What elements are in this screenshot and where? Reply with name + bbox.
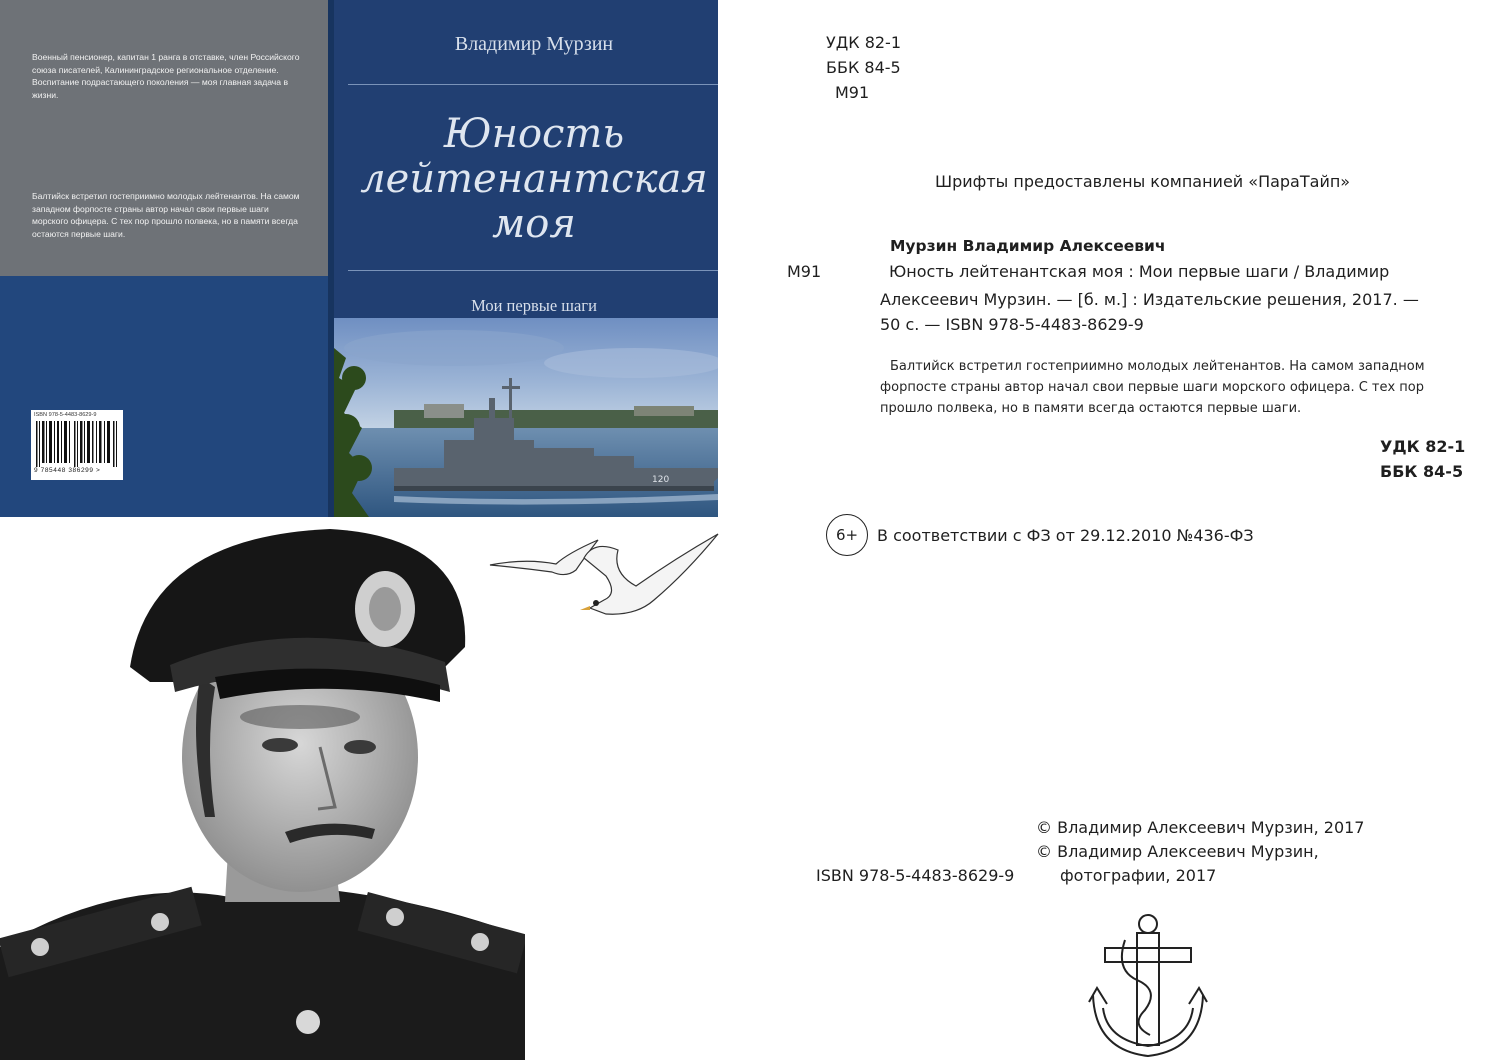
cover-title xyxy=(334,112,734,247)
age-rating-badge: 6+ xyxy=(826,514,868,556)
bbk-code-top: ББК 84-5 xyxy=(826,58,901,77)
back-cover-grey-panel xyxy=(0,0,328,276)
cover-title-line: Юность xyxy=(443,111,625,157)
barcode-number: 9 785448 386299 > xyxy=(34,467,101,474)
fonts-credit: Шрифты предоставлены компанией «ПараТайп» xyxy=(935,172,1351,191)
cover-divider-bottom xyxy=(348,270,718,271)
author-mark-top: М91 xyxy=(835,83,870,102)
back-cover-book-blurb: Балтийск встретил гостеприимно молодых лейтенантов. На самом западном форпосте страны автор начал свои первые шаги морского офицера. С тех пор прошло полвека, но в памяти всегда остаются первые шаги. xyxy=(32,191,300,239)
anchor-icon xyxy=(1085,910,1211,1060)
bibliographic-line: 50 с. — ISBN 978-5-4483-8629-9 xyxy=(880,315,1144,334)
barcode-box xyxy=(31,410,123,480)
cover-title-line: моя xyxy=(492,201,576,247)
seagulls-illustration xyxy=(486,528,722,623)
svg-text:120: 120 xyxy=(652,475,670,485)
cover-author: Владимир Мурзин xyxy=(454,33,614,55)
catalog-author-heading: Мурзин Владимир Алексеевич xyxy=(890,237,1166,255)
book-abstract: Балтийск встретил гостеприимно молодых лейтенантов. На самом западном форпосте страны автор начал свои первые шаги морского офицера. С тех пор прошло полвека, но в памяти всегда остаются первые шаги. xyxy=(880,359,1425,416)
cover-divider-top xyxy=(348,84,718,85)
barcode-isbn-text: ISBN 978-5-4483-8629-9 xyxy=(34,412,97,418)
back-cover-blue-panel xyxy=(0,276,328,517)
author-mark-left: М91 xyxy=(787,262,822,281)
warship-photo xyxy=(334,318,718,517)
cover-subtitle: Мои первые шаги xyxy=(471,296,597,315)
copyright-line: © Владимир Алексеевич Мурзин, xyxy=(1036,842,1319,861)
copyright-line: © Владимир Алексеевич Мурзин, 2017 xyxy=(1036,818,1365,837)
bibliographic-line: Юность лейтенантская моя : Мои первые шаги / Владимир xyxy=(889,262,1390,281)
isbn-number: ISBN 978-5-4483-8629-9 xyxy=(816,866,1015,885)
author-portrait-photo xyxy=(0,517,525,1060)
bbk-code-right: ББК 84-5 xyxy=(1380,462,1464,481)
udk-code-right: УДК 82-1 xyxy=(1380,437,1466,456)
law-compliance-note: В соответствии с ФЗ от 29.12.2010 №436-ФЗ xyxy=(877,526,1254,545)
udk-code-top: УДК 82-1 xyxy=(826,33,902,52)
back-cover-author-blurb: Военный пенсионер, капитан 1 ранга в отставке, член Российского союза писателей, Калининградское региональное отделение. Воспитание подрастающего поколения — моя главная задача в жизни. xyxy=(32,52,300,100)
bibliographic-line: Алексеевич Мурзин. — [б. м.] : Издательские решения, 2017. — xyxy=(880,290,1419,309)
cover-title-line: лейтенантская xyxy=(360,156,708,202)
copyright-line: фотографии, 2017 xyxy=(1060,866,1217,885)
barcode-icon xyxy=(36,421,118,467)
